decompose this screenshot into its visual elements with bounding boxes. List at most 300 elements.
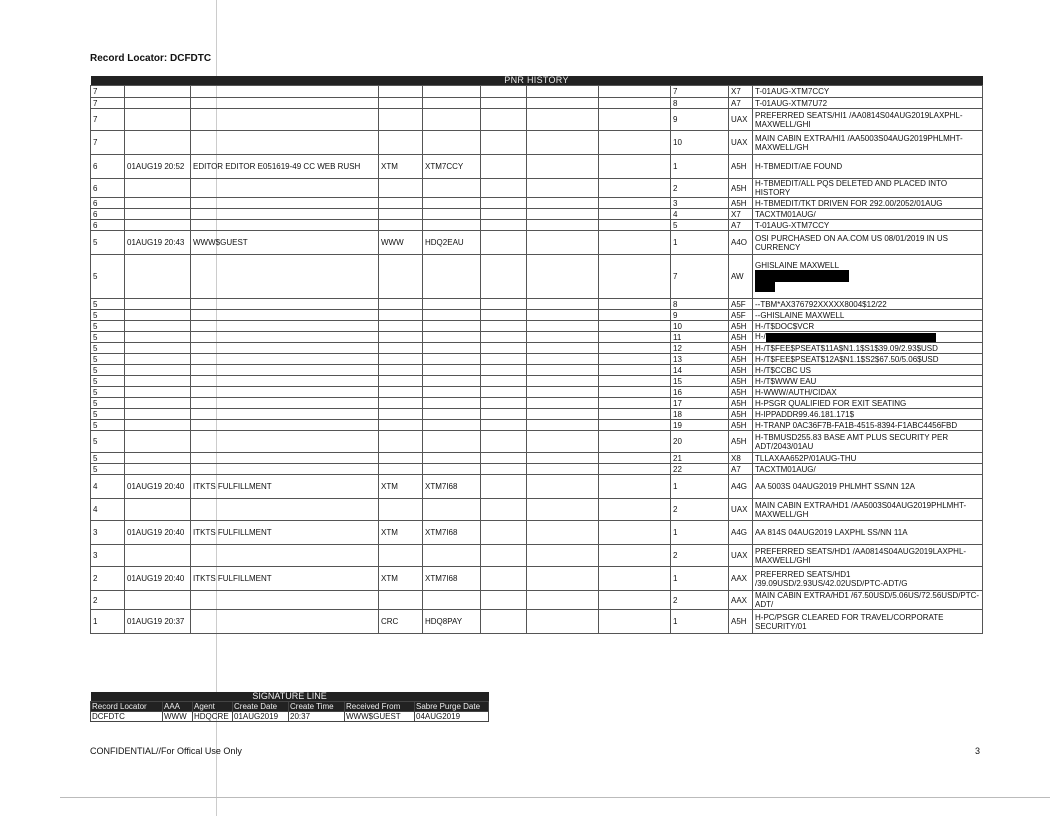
pnr-cell-text: 7 [93, 87, 98, 96]
pnr-cell [91, 475, 125, 499]
pnr-cell [125, 220, 191, 231]
pnr-cell [753, 321, 983, 332]
signature-value-cell: 20:37 [289, 712, 345, 722]
pnr-cell-text: TLLAXAA652P/01AUG-THU [755, 453, 857, 463]
pnr-cell-text: H-TBMEDIT/AE FOUND [755, 162, 843, 171]
pnr-cell [599, 299, 671, 310]
pnr-history-title: PNR HISTORY [91, 76, 983, 86]
pnr-row [91, 545, 983, 567]
pnr-cell [527, 255, 599, 299]
pnr-cell [91, 591, 125, 610]
pnr-cell [191, 387, 379, 398]
pnr-cell-text: A5H [731, 343, 747, 353]
pnr-cell [671, 343, 729, 354]
pnr-cell-text: A5H [731, 376, 747, 386]
pnr-cell-text: 8 [673, 98, 678, 108]
pnr-cell [671, 464, 729, 475]
pnr-cell [671, 109, 729, 131]
pnr-cell-text: H-IPPADDR99.46.181.171$ [755, 409, 855, 419]
pnr-cell [729, 155, 753, 179]
pnr-cell-text: 19 [673, 420, 682, 430]
pnr-cell-text: 4 [93, 505, 98, 514]
pnr-row [91, 387, 983, 398]
pnr-cell [671, 321, 729, 332]
redaction-block [755, 282, 775, 292]
pnr-history-table [90, 76, 983, 634]
pnr-cell [91, 220, 125, 231]
pnr-cell [599, 98, 671, 109]
pnr-row [91, 409, 983, 420]
pnr-cell [729, 332, 753, 343]
pnr-cell [599, 567, 671, 591]
pnr-cell [423, 545, 481, 567]
pnr-cell-text: T-01AUG-XTM7CCY [755, 87, 830, 96]
pnr-cell [671, 499, 729, 521]
pnr-cell [481, 310, 527, 321]
pnr-cell-text: A5H [731, 617, 747, 626]
pnr-cell [729, 299, 753, 310]
pnr-row [91, 231, 983, 255]
pnr-cell [91, 299, 125, 310]
pnr-cell [423, 521, 481, 545]
pnr-cell [527, 131, 599, 155]
pnr-cell [599, 420, 671, 431]
pnr-cell [481, 343, 527, 354]
pnr-cell [191, 453, 379, 464]
pnr-cell [671, 131, 729, 155]
pnr-cell-text: 7 [93, 98, 98, 108]
pnr-cell [91, 387, 125, 398]
pnr-cell [481, 453, 527, 464]
pnr-cell-text: UAX [731, 138, 748, 147]
pnr-cell [729, 255, 753, 299]
pnr-cell-text: A7 [731, 220, 741, 230]
pnr-row [91, 343, 983, 354]
pnr-cell [379, 420, 423, 431]
pnr-cell-text: 2 [673, 595, 678, 605]
pnr-cell [379, 310, 423, 321]
pnr-cell-text: H-/T$DOC$VCR [755, 321, 815, 331]
pnr-cell-text: XTM [381, 574, 398, 583]
pnr-cell [599, 321, 671, 332]
pnr-cell-text: A5H [731, 365, 747, 375]
pnr-cell-text: H-TBMUSD255.83 BASE AMT PLUS SECURITY PER ADT/2043/01AU [755, 432, 949, 451]
pnr-cell [753, 310, 983, 321]
pnr-cell [125, 131, 191, 155]
pnr-cell-text: 10 [673, 138, 682, 147]
pnr-cell-text: 2 [673, 505, 678, 514]
pnr-cell-text: 01AUG19 20:40 [127, 482, 185, 491]
pnr-cell [191, 255, 379, 299]
pnr-cell [729, 310, 753, 321]
pnr-cell [481, 209, 527, 220]
pnr-cell [527, 86, 599, 98]
pnr-cell [753, 231, 983, 255]
pnr-cell [125, 354, 191, 365]
pnr-cell-text: HDQ2EAU [425, 238, 464, 247]
confidential-footer: CONFIDENTIAL//For Offical Use Only [90, 746, 242, 756]
pnr-cell [729, 198, 753, 209]
pnr-cell-text: 4 [93, 482, 98, 491]
signature-value-cell: 04AUG2019 [415, 712, 489, 722]
pnr-row [91, 109, 983, 131]
pnr-cell [379, 98, 423, 109]
record-locator-heading: Record Locator: DCFDTC [90, 53, 212, 64]
pnr-cell [481, 398, 527, 409]
pnr-cell-text: XTM7I68 [425, 482, 458, 491]
pnr-cell [599, 376, 671, 387]
pnr-cell [599, 499, 671, 521]
pnr-cell [91, 179, 125, 198]
pnr-history-body [91, 86, 983, 634]
pnr-cell [527, 387, 599, 398]
pnr-cell-text: H-/T$FEE$PSEAT$12A$N1.1$S2$67.50/5.06$USD [755, 354, 939, 364]
pnr-cell [527, 409, 599, 420]
pnr-cell [91, 255, 125, 299]
pnr-cell [729, 209, 753, 220]
pnr-cell [599, 86, 671, 98]
pnr-cell [599, 475, 671, 499]
pnr-cell [671, 299, 729, 310]
signature-header-row [91, 702, 489, 712]
pnr-cell-text: 5 [673, 220, 678, 230]
pnr-cell [379, 365, 423, 376]
pnr-cell-text: 01AUG19 20:52 [127, 162, 185, 171]
pnr-cell [91, 464, 125, 475]
pnr-cell [599, 179, 671, 198]
pnr-cell-text: 2 [673, 183, 678, 193]
pnr-cell-text: H-/ [755, 332, 766, 342]
pnr-cell [671, 567, 729, 591]
pnr-cell [125, 179, 191, 198]
pnr-cell [423, 354, 481, 365]
pnr-cell [379, 209, 423, 220]
pnr-cell [125, 453, 191, 464]
pnr-cell-text: 16 [673, 387, 682, 397]
pnr-cell [423, 499, 481, 521]
pnr-cell-text: XTM [381, 528, 398, 537]
pnr-cell [191, 198, 379, 209]
pnr-cell [671, 198, 729, 209]
pnr-cell [729, 354, 753, 365]
pnr-cell [423, 398, 481, 409]
pnr-cell-text: 5 [93, 332, 98, 342]
pnr-cell-text: 1 [673, 528, 678, 537]
pnr-cell [671, 365, 729, 376]
pnr-cell-text: A7 [731, 464, 741, 474]
pnr-cell [125, 499, 191, 521]
pnr-cell-text: 2 [673, 551, 678, 560]
signature-value-cell: WWW [163, 712, 193, 722]
pnr-cell [671, 431, 729, 453]
pnr-cell [729, 521, 753, 545]
pnr-cell [191, 431, 379, 453]
pnr-cell [379, 332, 423, 343]
pnr-cell-text: A5H [731, 198, 747, 208]
pnr-cell [423, 475, 481, 499]
pnr-cell-text: HDQ8PAY [425, 617, 463, 626]
pnr-cell [125, 387, 191, 398]
pnr-cell [125, 299, 191, 310]
pnr-cell-text: H-PSGR QUALIFIED FOR EXIT SEATING [755, 398, 907, 408]
pnr-cell [379, 591, 423, 610]
pnr-cell [481, 610, 527, 634]
pnr-cell [379, 299, 423, 310]
pnr-row [91, 610, 983, 634]
pnr-cell-text: XTM [381, 482, 398, 491]
pnr-cell-text: 6 [93, 209, 98, 219]
pnr-cell [671, 475, 729, 499]
pnr-row [91, 209, 983, 220]
pnr-cell [729, 591, 753, 610]
pnr-row [91, 86, 983, 98]
pnr-cell [481, 591, 527, 610]
pnr-cell [527, 109, 599, 131]
pnr-cell-text: 3 [673, 198, 678, 208]
pnr-cell [753, 398, 983, 409]
pnr-cell [729, 567, 753, 591]
pnr-cell [671, 545, 729, 567]
pnr-cell-text: --GHISLAINE MAXWELL [755, 310, 845, 320]
pnr-cell [527, 453, 599, 464]
pnr-cell [379, 131, 423, 155]
pnr-cell [125, 310, 191, 321]
pnr-cell [753, 545, 983, 567]
pnr-cell [729, 453, 753, 464]
pnr-cell [191, 343, 379, 354]
pnr-cell [527, 567, 599, 591]
pnr-cell [191, 354, 379, 365]
pnr-cell [423, 98, 481, 109]
pnr-cell [729, 220, 753, 231]
pnr-cell [527, 321, 599, 332]
pnr-cell [125, 431, 191, 453]
pnr-cell [599, 155, 671, 179]
pnr-cell-text: A4O [731, 238, 748, 247]
pnr-cell [671, 420, 729, 431]
pnr-cell-text: ITKTS FULFILLMENT [193, 528, 272, 537]
pnr-row [91, 98, 983, 109]
pnr-cell-text: MAIN CABIN EXTRA/HI1 /AA5003S04AUG2019PHLMHT-MAXWELL/GH [755, 133, 963, 152]
pnr-cell [379, 86, 423, 98]
pnr-cell [91, 98, 125, 109]
pnr-cell-text: T-01AUG-XTM7CCY [755, 220, 830, 230]
pnr-cell [481, 131, 527, 155]
pnr-cell [91, 155, 125, 179]
pnr-cell [125, 475, 191, 499]
pnr-cell-text: --TBM*AX376792XXXXX8004$12/22 [755, 299, 887, 309]
pnr-cell-text: 01AUG19 20:37 [127, 617, 185, 626]
pnr-cell [91, 420, 125, 431]
pnr-cell [481, 387, 527, 398]
pnr-cell [125, 343, 191, 354]
pnr-cell-text: PREFERRED SEATS/HI1 /AA0814S04AUG2019LAXPHL-MAXWELL/GHI [755, 110, 963, 129]
pnr-cell-text: 6 [93, 183, 98, 193]
pnr-cell [729, 499, 753, 521]
pnr-cell-text: H-WWW/AUTH/CIDAX [755, 387, 837, 397]
pnr-cell [125, 86, 191, 98]
pnr-cell-text: 7 [93, 115, 98, 124]
pnr-row [91, 131, 983, 155]
pnr-cell-text: 17 [673, 398, 682, 408]
pnr-cell-text: 13 [673, 354, 682, 364]
pnr-cell-text: OSI PURCHASED ON AA.COM US 08/01/2019 IN US CURRENCY [755, 233, 948, 252]
pnr-cell [125, 365, 191, 376]
pnr-cell [753, 420, 983, 431]
pnr-cell-text: TACXTM01AUG/ [755, 464, 816, 474]
pnr-cell [125, 155, 191, 179]
pnr-cell [671, 409, 729, 420]
pnr-cell [753, 409, 983, 420]
pnr-cell-text: CRC [381, 617, 399, 626]
pnr-cell [599, 521, 671, 545]
pnr-cell [599, 343, 671, 354]
pnr-cell [753, 343, 983, 354]
pnr-cell-text: PREFERRED SEATS/HD1 /AA0814S04AUG2019LAXPHL-MAXWELL/GHI [755, 546, 967, 565]
pnr-cell-text: PREFERRED SEATS/HD1 /39.09USD/2.93US/42.02USD/PTC-ADT/G [755, 569, 908, 588]
pnr-cell-text: A7 [731, 98, 741, 108]
pnr-cell [729, 475, 753, 499]
pnr-cell [191, 464, 379, 475]
pnr-cell [729, 464, 753, 475]
signature-header-cell: Record Locator [91, 702, 163, 712]
pnr-cell [191, 220, 379, 231]
pnr-cell-text: 21 [673, 453, 682, 463]
pnr-cell [125, 376, 191, 387]
pnr-cell [91, 109, 125, 131]
pnr-cell [527, 376, 599, 387]
pnr-cell [191, 86, 379, 98]
pnr-cell [91, 409, 125, 420]
pnr-cell [753, 376, 983, 387]
pnr-cell [527, 365, 599, 376]
pnr-cell [671, 231, 729, 255]
signature-header-cell: Agent [193, 702, 233, 712]
pnr-cell [599, 398, 671, 409]
pnr-cell [379, 354, 423, 365]
pnr-cell-text: 1 [673, 162, 678, 171]
pnr-cell [527, 521, 599, 545]
pnr-cell [125, 398, 191, 409]
pnr-cell [379, 155, 423, 179]
pnr-cell-text: 6 [93, 198, 98, 208]
pnr-cell [481, 198, 527, 209]
pnr-cell [423, 591, 481, 610]
pnr-cell-text: 5 [93, 272, 98, 281]
pnr-cell [753, 431, 983, 453]
pnr-cell [481, 464, 527, 475]
pnr-row [91, 155, 983, 179]
pnr-cell [753, 131, 983, 155]
pnr-cell [125, 321, 191, 332]
pnr-cell-text: XTM7I68 [425, 574, 458, 583]
pnr-cell-text: A5H [731, 409, 747, 419]
pnr-cell [91, 376, 125, 387]
pnr-cell-text: 5 [93, 464, 98, 474]
pnr-cell [379, 109, 423, 131]
signature-header-cell: AAA [163, 702, 193, 712]
pnr-row [91, 310, 983, 321]
pnr-cell-text: A5H [731, 162, 747, 171]
signature-value-cell: DCFDTC [91, 712, 163, 722]
pnr-cell-text: 11 [673, 332, 682, 342]
pnr-cell [379, 343, 423, 354]
pnr-cell-text: 8 [673, 299, 678, 309]
pnr-cell [599, 453, 671, 464]
pnr-cell [125, 409, 191, 420]
pnr-cell [527, 231, 599, 255]
pnr-cell [379, 220, 423, 231]
pnr-cell [191, 310, 379, 321]
pnr-cell [753, 332, 983, 343]
pnr-cell-text: X8 [731, 453, 741, 463]
pnr-cell-text: 1 [93, 617, 98, 626]
pnr-cell [423, 365, 481, 376]
pnr-cell [671, 209, 729, 220]
pnr-cell [191, 155, 379, 179]
pnr-cell [753, 521, 983, 545]
pnr-cell [481, 321, 527, 332]
pnr-cell [191, 131, 379, 155]
pnr-cell [729, 431, 753, 453]
pnr-cell [91, 453, 125, 464]
pnr-cell-text: 2 [93, 574, 98, 583]
pnr-cell [527, 299, 599, 310]
pnr-cell [753, 209, 983, 220]
pnr-cell [481, 98, 527, 109]
pnr-row [91, 220, 983, 231]
signature-header-cell: Sabre Purge Date [415, 702, 489, 712]
signature-value-row [91, 712, 489, 722]
pnr-cell [423, 209, 481, 220]
pnr-cell [91, 343, 125, 354]
pnr-cell-text: UAX [731, 551, 748, 560]
pnr-cell [481, 499, 527, 521]
pnr-cell [191, 610, 379, 634]
pnr-cell [379, 376, 423, 387]
pnr-cell [753, 453, 983, 464]
pnr-cell-text: 4 [673, 209, 678, 219]
pnr-cell [91, 365, 125, 376]
signature-header-cell: Received From [345, 702, 415, 712]
pnr-cell [481, 179, 527, 198]
pnr-row [91, 354, 983, 365]
pnr-cell-text: 5 [93, 310, 98, 320]
pnr-cell [423, 179, 481, 198]
pnr-cell-text: AW [731, 272, 744, 281]
pnr-cell [191, 209, 379, 220]
pnr-cell [671, 332, 729, 343]
pnr-cell-text: 7 [673, 272, 678, 281]
pnr-cell [379, 499, 423, 521]
pnr-cell [423, 220, 481, 231]
pnr-cell-text: XTM7I68 [425, 528, 458, 537]
pnr-cell [91, 86, 125, 98]
pnr-row [91, 179, 983, 198]
pnr-cell [753, 86, 983, 98]
pnr-cell-text: 5 [93, 321, 98, 331]
pnr-cell-text: 5 [93, 398, 98, 408]
pnr-cell [481, 255, 527, 299]
pnr-cell [481, 109, 527, 131]
pnr-cell [191, 376, 379, 387]
pnr-cell [671, 86, 729, 98]
pnr-cell [753, 299, 983, 310]
pnr-cell [91, 431, 125, 453]
pnr-cell [423, 155, 481, 179]
pnr-cell [599, 209, 671, 220]
pnr-cell-text: H-/T$CCBC US [755, 365, 812, 375]
